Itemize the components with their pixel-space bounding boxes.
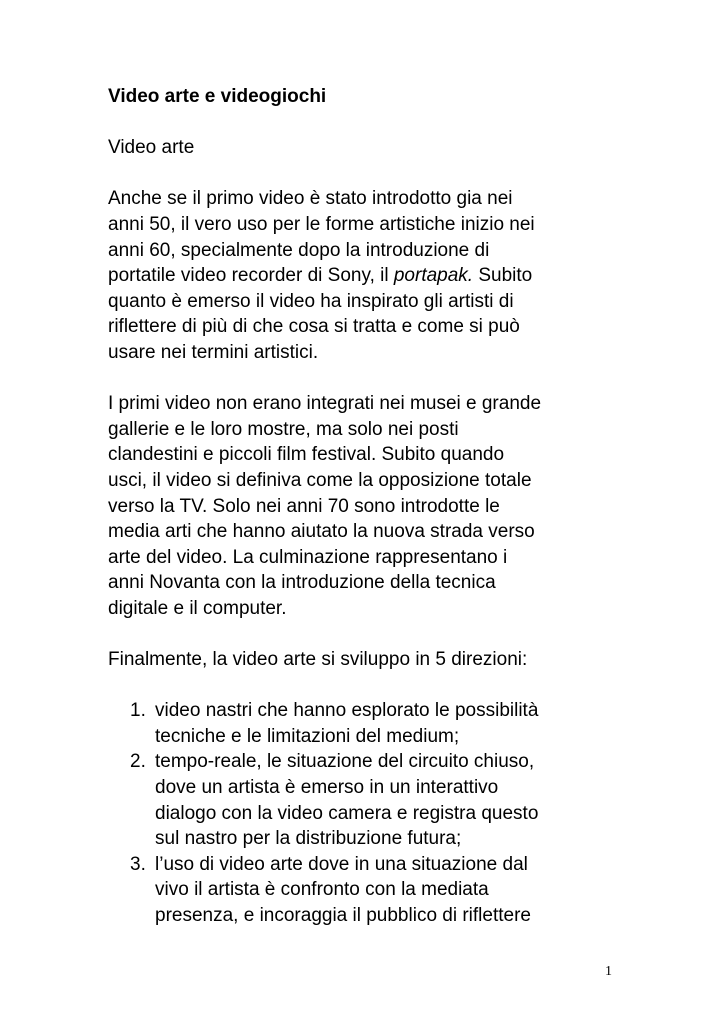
text-fragment: portatile video recorder di Sony, il bbox=[108, 265, 394, 287]
document-title: Video arte e videogiochi bbox=[108, 86, 327, 107]
list-item bbox=[108, 749, 628, 851]
text-line: l’uso di video arte dove in una situazione dal bbox=[155, 853, 528, 875]
text-line: anni 50, il vero uso per le forme artistiche inizio nei bbox=[108, 213, 535, 235]
list-number: 3. bbox=[130, 853, 146, 875]
text-line: digitale e il computer. bbox=[108, 597, 287, 619]
text-line: dove un artista è emerso in un interattivo bbox=[155, 777, 499, 799]
text-line: sul nastro per la distribuzione futura; bbox=[155, 828, 462, 850]
text-line: anni 60, specialmente dopo la introduzione di bbox=[108, 239, 490, 261]
text-line: I primi video non erano integrati nei musei e grande bbox=[108, 393, 542, 415]
text-line-with-emphasis bbox=[108, 263, 628, 289]
text-line: arte del video. La culminazione rappresentano i bbox=[108, 546, 508, 568]
text-line: usci, il video si definiva come la opposizione totale bbox=[108, 469, 532, 491]
paragraph-intro bbox=[108, 186, 628, 365]
text-line: verso la TV. Solo nei anni 70 sono introdotte le bbox=[108, 495, 500, 517]
text-line: media arti che hanno aiutato la nuova strada verso bbox=[108, 521, 535, 543]
text-line: video nastri che hanno esplorato le possibilità bbox=[155, 700, 539, 722]
paragraph-directions-intro: Finalmente, la video arte si sviluppo in 5 direzioni: bbox=[108, 649, 528, 671]
text-line: Anche se il primo video è stato introdotto gia nei bbox=[108, 188, 513, 210]
text-line: anni Novanta con la introduzione della tecnica bbox=[108, 572, 496, 594]
text-line: usare nei termini artistici. bbox=[108, 341, 319, 363]
page-number: 1 bbox=[605, 964, 612, 979]
text-line: presenza, e incoraggia il pubblico di riflettere bbox=[155, 905, 531, 926]
section-heading: Video arte bbox=[108, 137, 195, 159]
text-line: dialogo con la video camera e registra questo bbox=[155, 802, 539, 824]
list-number: 1. bbox=[130, 700, 146, 722]
text-line: clandestini e piccoli film festival. Subito quando bbox=[108, 444, 505, 466]
text-line: tecniche e le limitazioni del medium; bbox=[155, 725, 460, 747]
list-item bbox=[108, 852, 628, 929]
portapak-emphasis: portapak. bbox=[393, 265, 474, 287]
text-line: vivo il artista è confronto con la mediata bbox=[155, 879, 489, 901]
document-page bbox=[108, 84, 628, 929]
text-fragment: Subito bbox=[473, 265, 533, 287]
list-item bbox=[108, 698, 628, 749]
directions-list bbox=[108, 698, 628, 928]
paragraph-history bbox=[108, 391, 628, 621]
list-number: 2. bbox=[130, 751, 146, 773]
text-line: gallerie e le loro mostre, ma solo nei posti bbox=[108, 418, 459, 440]
text-line: quanto è emerso il video ha inspirato gli artisti di bbox=[108, 290, 514, 312]
text-line: riflettere di più di che cosa si tratta e come si può bbox=[108, 316, 520, 338]
text-line: tempo-reale, le situazione del circuito chiuso, bbox=[155, 751, 535, 773]
